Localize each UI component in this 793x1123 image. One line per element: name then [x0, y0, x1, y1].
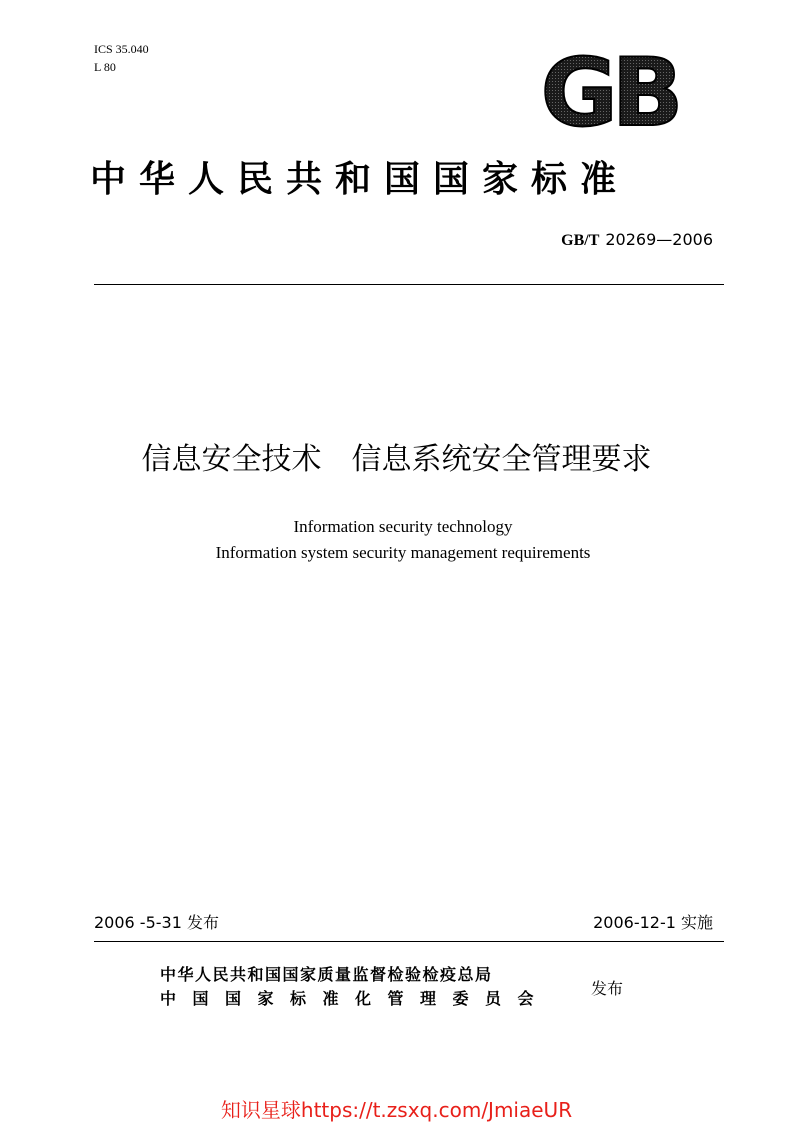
- ccs-code: L 80: [94, 60, 116, 74]
- standard-number: [561, 230, 713, 250]
- document-title-en-line1: Information security technology: [293, 517, 513, 536]
- standard-title: 中华人民共和国国家标准: [90, 159, 630, 200]
- issue-date: 2006 -5-31 发布: [94, 913, 219, 932]
- footer-divider: [94, 941, 724, 942]
- issuer-aqsiq: 中华人民共和国国家质量监督检验检疫总局: [160, 965, 493, 984]
- header-divider: [94, 284, 724, 285]
- document-title-cn: 信息安全技术 信息系统安全管理要求: [141, 442, 652, 477]
- watermark-link[interactable]: 知识星球https://t.zsxq.com/JmiaeUR: [220, 1098, 573, 1122]
- document-title-en: [0, 514, 793, 566]
- publish-label: 发布: [591, 979, 624, 998]
- gb-logo: [533, 50, 685, 132]
- effective-date: 2006-12-1 实施: [593, 913, 713, 932]
- issuer-sac: 中国国家标准化管理委员会: [160, 989, 551, 1008]
- standard-number-prefix: GB/T: [561, 232, 600, 249]
- ics-code: ICS 35.040: [94, 42, 149, 56]
- gb-logo-text: GB: [540, 50, 678, 132]
- issuing-authorities: [160, 963, 550, 1011]
- standard-number-value: 20269—2006: [605, 230, 713, 249]
- document-title-en-line2: Information system security management requirements: [215, 543, 591, 562]
- classification-codes: [94, 40, 149, 76]
